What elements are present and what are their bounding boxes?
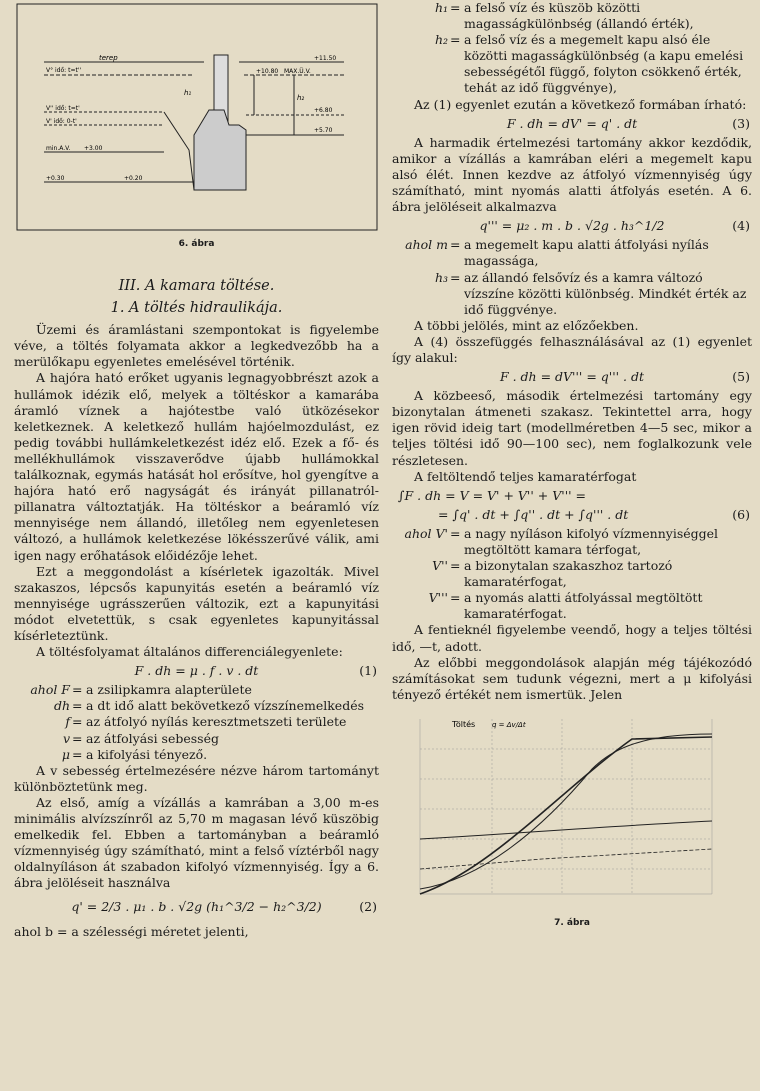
fig6-label-level-1080: +10.80 bbox=[256, 68, 279, 75]
fig6-label-terrain: terep bbox=[99, 54, 118, 62]
right-paragraph-2: A harmadik értelmezési tartomány akkor kezdődik, amikor a vízállás a kamrában eléri a megemelt kapu alsó élét. Innen kezdve az átfolyó vízmennyiség úgy számítható, mint nyomás alatti átfolyás esetén. A 6. ábra jelöléseit alkalmazva bbox=[392, 134, 752, 215]
definition-row: ahol V' = a nagy nyíláson kifolyó vízmennyiséggel megtöltött kamara térfogat, bbox=[404, 525, 719, 557]
definition-row: f = az átfolyó nyílás keresztmetszeti területe bbox=[65, 714, 347, 730]
right-paragraph-1: Az (1) egyenlet ezután a következő formában írható: bbox=[414, 96, 747, 112]
fig6-label-v3: V° idő: t=t'' bbox=[46, 67, 82, 74]
definition-row: V''' = a nyomás alatti átfolyással megtöltött kamaratérfogat. bbox=[428, 590, 703, 622]
equation-3: F . dh = dV' = q' . dt (3) bbox=[506, 115, 750, 131]
definition-row: μ = a kifolyási tényező. bbox=[61, 746, 208, 762]
definition-row: V'' = a bizonytalan szakaszhoz tartozó kamaratérfogat, bbox=[432, 558, 673, 590]
fig6-label-max-uv: MAX.Ü.V. bbox=[284, 68, 311, 75]
left-paragraph-4: A töltésfolyamat általános differenciálegyenlete: bbox=[36, 644, 343, 660]
fig7-formula: q = Δv/Δt bbox=[492, 720, 526, 729]
definition-row: dh = a dt idő alatt bekövetkező vízszínemelkedés bbox=[53, 698, 365, 714]
right-paragraph-5: A közbeeső, második értelmezési tartomány egy bizonytalan átmeneti szakasz. Tekintettel arra, hogy igen rövid ideig tart (modellméretben 4—5 sec, mikor a teljes töltési idő 90—100 sec), nem foglalkozunk vele részletesen. bbox=[392, 388, 752, 468]
fig7-title: Töltés bbox=[452, 719, 476, 729]
fig6-label-level-1150: +11.50 bbox=[314, 55, 337, 62]
right-definitions-2 bbox=[392, 237, 752, 317]
equation-5: F . dh = dV''' = q''' . dt (5) bbox=[499, 369, 750, 385]
fig6-label-level-030: +0.30 bbox=[46, 175, 65, 182]
right-paragraph-4: A (4) összefüggés felhasználásával az (1) egyenlet így alakul: bbox=[392, 333, 752, 365]
right-definitions-3 bbox=[392, 526, 752, 623]
left-paragraph-7: ahol b = a szélességi méretet jelenti, bbox=[14, 923, 249, 939]
definition-row: v = az átfolyási sebesség bbox=[62, 730, 219, 746]
equation-2: q' = 2/3 . μ₁ . b . √2g (h₁^3/2 − h₂^3/2) (2) bbox=[71, 899, 377, 915]
fig6-label-level-020: +0.20 bbox=[124, 175, 143, 182]
section-title: III. A kamara töltése. bbox=[118, 278, 275, 294]
definition-row: h₃ = az állandó felsővíz és a kamra változó vízszíne közötti különbség. Mindkét érték az idő függvénye. bbox=[434, 269, 747, 317]
fig6-label-min-av: min.A.V. bbox=[46, 145, 71, 152]
lock-section-drawing bbox=[14, 0, 379, 240]
right-definitions-1 bbox=[392, 0, 752, 97]
left-column bbox=[14, 0, 379, 940]
left-definitions bbox=[14, 682, 379, 762]
section-subtitle: 1. A töltés hidraulikája. bbox=[110, 300, 283, 317]
fig6-label-level-300: +3.00 bbox=[84, 145, 103, 152]
fig6-caption: 6. ábra bbox=[178, 239, 215, 249]
left-paragraph-3: Ezt a meggondolást a kísérletek igazolták. Mivel szakaszos, lépcsős kapunyitás esetén a beáramló víz mennyisége ugrásszerűen változik, ezt a kapunyitási módot elvetettük, s csak egyenletes kapunyitással kísérleteztünk. bbox=[14, 563, 379, 643]
figure-6 bbox=[14, 0, 379, 252]
fig6-label-h1: h₁ bbox=[184, 89, 192, 97]
definition-row: h₂ = a felső víz és a megemelt kapu alsó éle közötti magasságkülönbség (a kapu emelési sebességétől függő, folyton csökkenő érték, tehát az idő függvénye), bbox=[434, 32, 744, 96]
right-paragraph-8: Az előbbi meggondolások alapján még tájékozódó számításokat sem tudunk végezni, mert a μ kifolyási tényező értékét nem ismertük. Jelen bbox=[392, 654, 752, 702]
right-paragraph-6: A feltöltendő teljes kamaratérfogat bbox=[414, 468, 637, 484]
equation-6b: = ∫q' . dt + ∫q'' . dt + ∫q''' . dt (6) bbox=[438, 506, 750, 522]
left-paragraph-5: A v sebesség értelmezésére nézve három tartományt különböztetünk meg. bbox=[14, 762, 379, 794]
definition-row: h₁ = a felső víz és küszöb közötti magasságkülönbség (állandó érték), bbox=[434, 0, 694, 32]
fig6-label-v1: V' idő: 0-t' bbox=[46, 118, 77, 125]
left-paragraph-1: Üzemi és áramlástani szempontokat is figyelembe véve, a töltés folyamata akkor a legkedvezőbb ha a merülőkapu egyenletes emelésével történik. bbox=[14, 322, 379, 370]
left-paragraph-2: A hajóra ható erőket ugyanis legnagyobbrészt azok a hullámok idézik elő, melyek a töltéskor a kamarába áramló víznek a hajótestbe való ütközésekor keletkeznek. A keletkező hullám hajóelmozdulást, ez pedig további hullámkeletkezést idéz elő. Ezek a fő- és mellékhullámok visszaverődve újabb hullámokkal találkoznak, egymás hatását hol erősítve, hol gyengítve a hajóra ható erő nagyságát és irányát pillanatról-pillanatra változtatják. Ha töltéskor a beáramló víz mennyisége nem állandó, illetőleg nem egyenletesen változó, a hullámok keletkezése lökésszerűvé válik, ami igen nagy erőhatások előidézője lehet. bbox=[14, 370, 379, 563]
right-paragraph-3: A többi jelölés, mint az előzőekben. bbox=[414, 317, 639, 333]
fig6-label-level-570: +5.70 bbox=[314, 127, 333, 134]
filling-curve-chart bbox=[392, 709, 752, 917]
right-paragraph-7: A fentieknél figyelembe veendő, hogy a teljes töltési idő, —t, adott. bbox=[392, 622, 752, 654]
fig7-caption: 7. ábra bbox=[554, 917, 590, 928]
equation-1: F . dh = μ . f . v . dt (1) bbox=[134, 663, 377, 679]
equation-4: q''' = μ₂ . m . b . √2g . h₃^1/2 (4) bbox=[479, 218, 750, 234]
equation-6a: ∫F . dh = V = V' + V'' + V''' = bbox=[398, 487, 587, 503]
figure-7 bbox=[392, 709, 752, 931]
fig6-label-v2: V'' idő: t=t' bbox=[46, 105, 80, 112]
fig6-label-level-680: +6.80 bbox=[314, 107, 333, 114]
fig6-label-h2: h₂ bbox=[297, 94, 305, 102]
definition-row: ahol m = a megemelt kapu alatti átfolyási nyílás magassága, bbox=[405, 237, 709, 269]
right-column bbox=[392, 0, 752, 931]
left-paragraph-6: Az első, amíg a vízállás a kamrában a 3,00 m-es minimális alvízszínről az 5,70 m magasan lévő küszöbig emelkedik fel. Ebben a tartományban a beáramló vízmennyiség úgy számítható, mint a felső víztérből nagy oldalnyíláson át szabadon kifolyó vízmennyiség. Így a 6. ábra jelöléseit használva bbox=[14, 794, 379, 891]
definition-row: ahol F = a zsilipkamra alapterülete bbox=[30, 682, 252, 698]
